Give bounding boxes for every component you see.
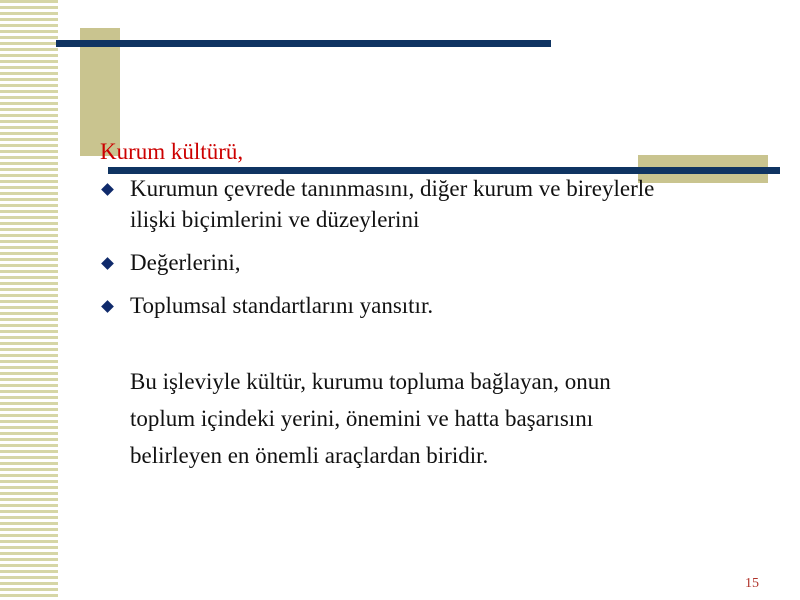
bullet-text: Kurumun çevrede tanınmasını, diğer kurum ve bireylerle ilişki biçimlerini ve düzeylerini xyxy=(130,176,655,232)
page-number: 15 xyxy=(745,576,759,591)
bullet-item xyxy=(100,247,700,278)
bullet-item xyxy=(100,290,700,321)
body-paragraph: Bu işleviyle kültür, kurumu topluma bağlayan, onun toplum içindeki yerini, önemini ve hatta başarısını belirleyen en önemli araçlardan biridir. xyxy=(130,369,611,468)
decorative-stripes xyxy=(0,0,58,600)
slide-content xyxy=(100,136,700,474)
diamond-bullet-icon xyxy=(101,183,114,196)
bullet-item xyxy=(100,173,700,235)
diamond-bullet-icon xyxy=(101,300,114,313)
slide-heading: Kurum kültürü, xyxy=(100,139,244,164)
bullet-text: Toplumsal standartlarını yansıtır. xyxy=(130,293,434,318)
bullet-text: Değerlerini, xyxy=(130,250,241,275)
diamond-bullet-icon xyxy=(101,257,114,270)
decorative-navy-bar-top xyxy=(56,40,551,47)
